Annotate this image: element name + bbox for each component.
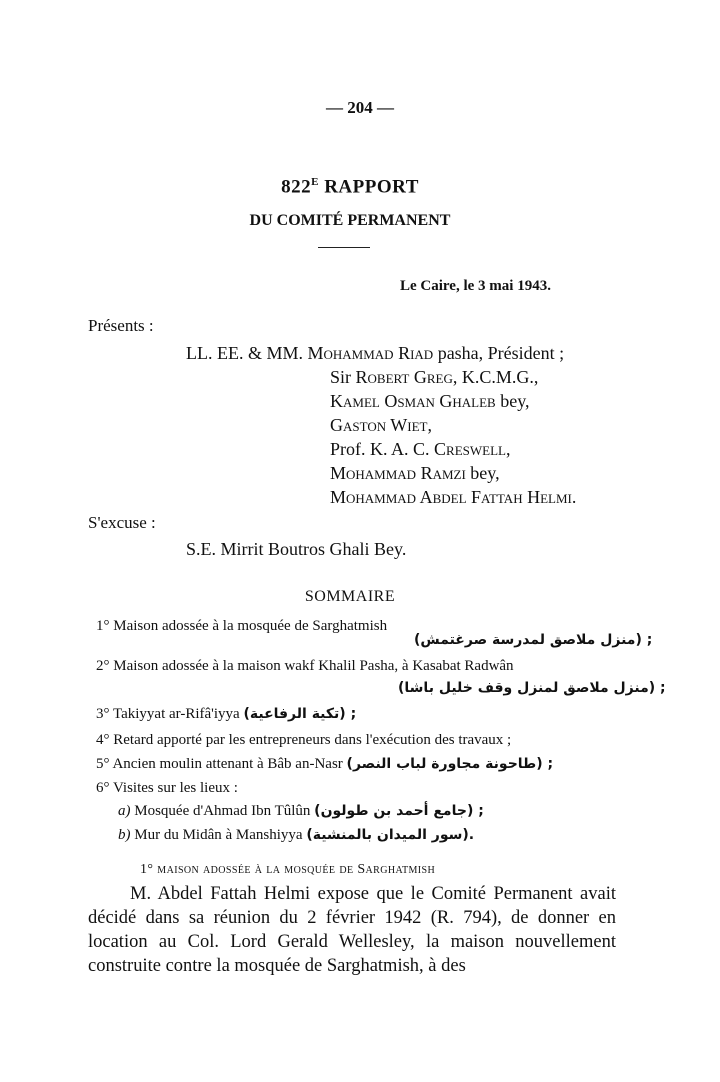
summary-item-6 [96,780,238,797]
summary-item-2 [96,658,514,675]
summary-item-5-number: 5° [96,756,110,772]
summary-item-6-number: 6° [96,780,110,796]
summary-item-4-text: Retard apporté par les entrepreneurs dans l'exécution des travaux ; [113,732,512,748]
summary-subitem-b-letter: b) [118,827,131,843]
member-name-7: Mohammad Abdel Fattah Helmi [330,487,572,507]
member-title-1: pasha, Président ; [433,343,565,363]
member-name-1: Mohammad Riad [307,343,434,363]
report-subtitle: DU COMITÉ PERMANENT [249,212,451,229]
summary-item-3-text: Takiyyat ar-Rifâ'iyya [112,706,240,722]
excuse-label: S'excuse : [88,513,156,532]
report-word: RAPPORT [324,176,419,198]
summary-subitem-b-text: Mur du Midân à Manshiyya [134,827,303,843]
honorific-prefix: LL. EE. & MM. [186,343,303,363]
member-title-2: , K.C.M.G., [452,367,539,387]
section-heading: 1° maison adossée à la mosquée de Sarghatmish [140,862,436,877]
member-name-3: Kamel Osman Ghaleb [330,391,496,411]
section-paragraph [88,882,616,978]
summary-item-5 [96,756,553,773]
summary-item-6-text: Visites sur les lieux : [112,780,238,796]
title-divider [318,247,370,248]
summary-subitem-a-letter: a) [118,803,131,819]
member-title-5: , [505,439,511,459]
member-line-4 [330,415,432,436]
summary-item-1-arabic: (منزل ملاصق لمدرسة صرغتمش) ; [414,632,653,648]
member-honorific-5: Prof. [330,439,366,459]
summary-subitem-a [118,803,484,820]
summary-item-1 [96,618,387,635]
summary-item-5-text: Ancien moulin attenant à Bâb an-Nasr [112,756,343,772]
summary-subitem-a-arabic: (جامع أحمد بن طولون) ; [314,803,484,819]
summary-item-1-text: Maison adossée à la mosquée de Sarghatmish [113,618,388,634]
member-line-5 [330,439,510,460]
member-line-6 [330,463,500,484]
summary-item-3 [96,706,356,723]
member-line-7 [330,487,576,508]
summary-subitem-b [118,827,474,844]
member-name-2: Robert Greg [355,367,453,387]
summary-item-4 [96,732,511,749]
member-name-6: Mohammad Ramzi [330,463,466,483]
member-line-2 [330,367,538,388]
summary-item-2-text: Maison adossée à la maison wakf Khalil Pasha, à Kasabat Radwân [113,658,514,674]
summary-item-2-arabic: (منزل ملاصق لمنزل وقف خليل باشا) ; [398,680,666,696]
paragraph-text: M. Abdel Fattah Helmi expose que le Comité Permanent avait décidé dans sa réunion du 2 février 1942 (R. 794), de donner en location au Col. Lord Gerald Wellesley, la maison nouvellement construite contre la mosquée de Sarghatmish, à des [88,884,616,976]
member-title-6: bey, [465,463,500,483]
page-number: — 204 — [326,98,394,117]
member-name-5: K. A. C. Creswell [370,439,506,459]
member-line-3 [330,391,530,412]
date-line: Le Caire, le 3 mai 1943. [400,278,551,294]
summary-subitem-b-arabic: (سور الميدان بالمنشية). [306,827,475,843]
summary-item-5-arabic: (طاحونة مجاورة لباب النصر) ; [346,756,554,772]
summary-subitem-a-text: Mosquée d'Ahmad Ibn Tûlûn [134,803,311,819]
summary-item-2-number: 2° [96,658,110,674]
excused-member: S.E. Mirrit Boutros Ghali Bey. [186,539,407,559]
member-title-7: . [571,487,577,507]
report-number: 822 [281,176,312,198]
presents-label: Présents : [88,316,154,335]
summary-item-1-number: 1° [96,618,110,634]
report-number-suffix: E [311,176,319,188]
summary-item-3-number: 3° [96,706,110,722]
member-line-1 [186,343,564,364]
summary-item-3-arabic: (تكية الرفاعية) ; [243,706,357,722]
summary-item-4-number: 4° [96,732,110,748]
member-honorific-2: Sir [330,367,352,387]
member-title-3: bey, [495,391,530,411]
member-title-4: , [427,415,432,435]
report-title [0,176,700,198]
member-name-4: Gaston Wiet [330,415,428,435]
summary-heading: SOMMAIRE [304,588,396,605]
